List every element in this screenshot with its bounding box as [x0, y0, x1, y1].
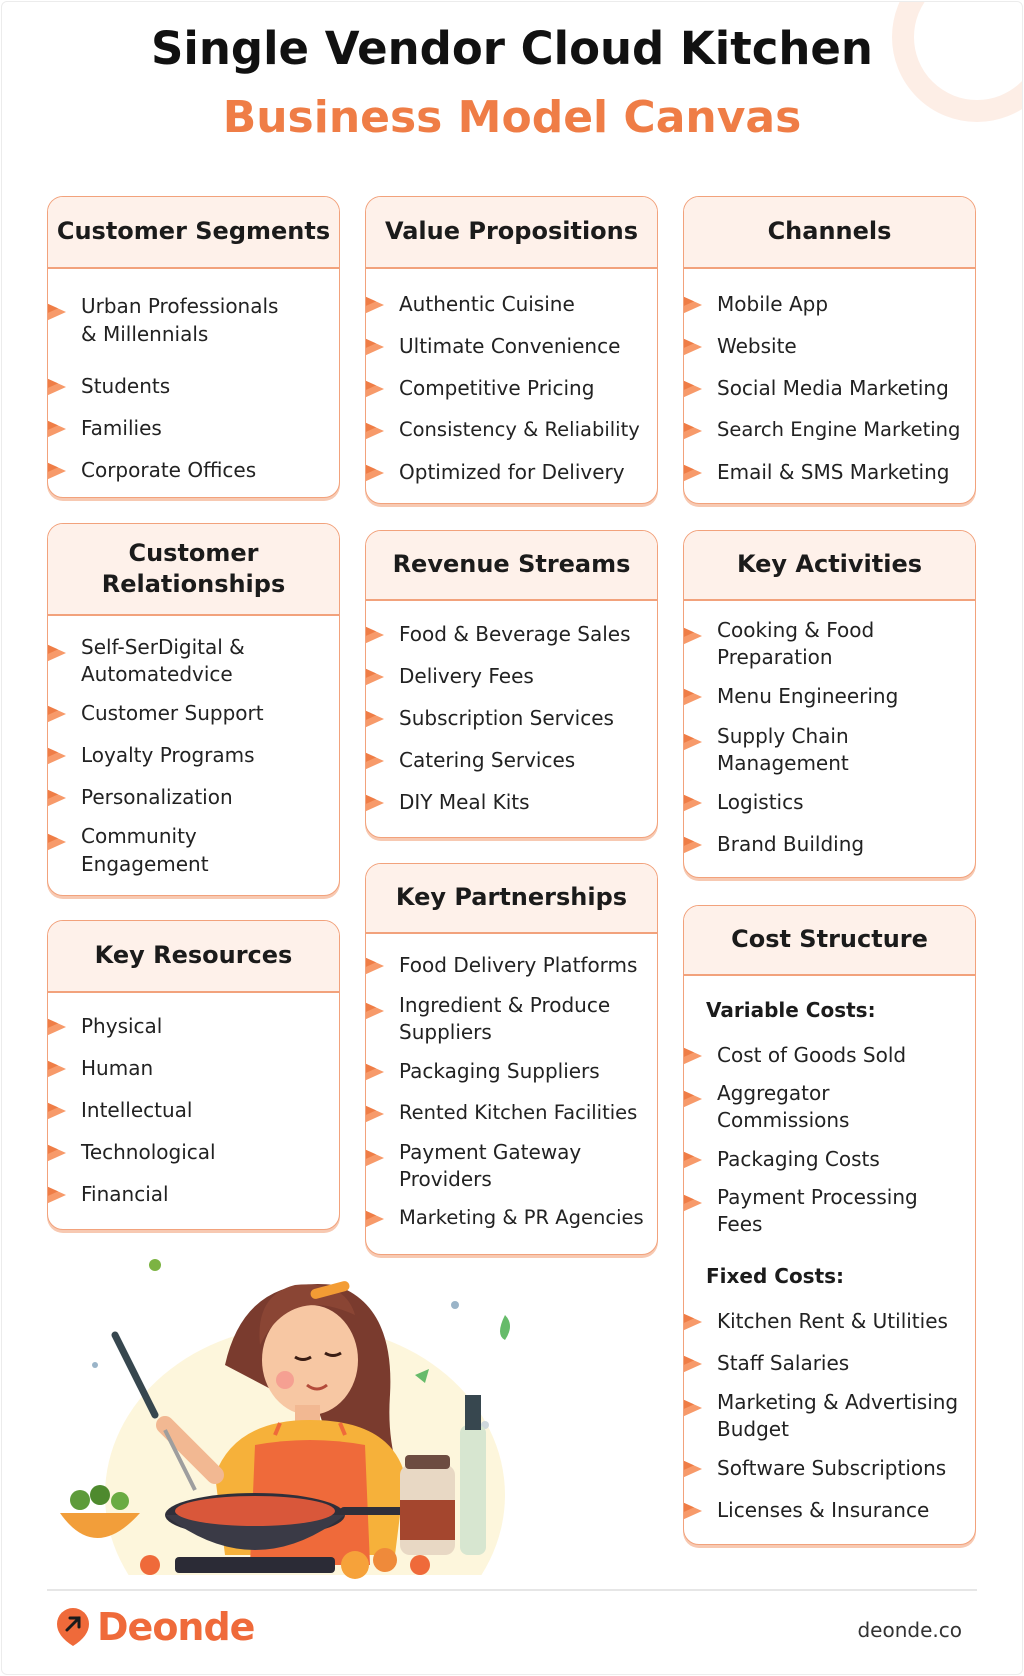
- triangle-bullet-icon: [683, 380, 704, 398]
- triangle-bullet-icon: [683, 836, 704, 854]
- triangle-bullet-icon: [365, 1063, 386, 1081]
- triangle-bullet-icon: [683, 296, 704, 314]
- triangle-bullet-icon: [365, 380, 386, 398]
- footer-divider: [47, 1589, 977, 1591]
- deonde-logo-icon: [55, 1606, 91, 1648]
- triangle-bullet-icon: [683, 1090, 704, 1108]
- triangle-bullet-icon: [47, 1144, 68, 1162]
- triangle-bullet-icon: [365, 464, 386, 482]
- triangle-bullet-icon: [683, 1047, 704, 1065]
- card-title: Cost Structure: [684, 906, 975, 976]
- triangle-bullet-icon: [683, 1355, 704, 1373]
- key-activities-card: Key Activities Cooking & Food Preparation Menu Engineering Supply Chain Management Logistics Brand Building: [683, 530, 976, 878]
- triangle-bullet-icon: [47, 1186, 68, 1204]
- triangle-bullet-icon: [47, 303, 68, 321]
- triangle-bullet-icon: [683, 1313, 704, 1331]
- triangle-bullet-icon: [365, 794, 386, 812]
- value-propositions-card: Value Propositions Authentic Cuisine Ultimate Convenience Competitive Pricing Consistency & Reliability Optimized for Delivery: [365, 196, 658, 504]
- variable-costs-label: Variable Costs:: [706, 998, 876, 1022]
- triangle-bullet-icon: [47, 1018, 68, 1036]
- page-title: Single Vendor Cloud Kitchen: [151, 22, 873, 75]
- card-title: Channels: [684, 197, 975, 269]
- card-title: Value Propositions: [366, 197, 657, 269]
- card-title: Customer Relationships: [48, 524, 339, 616]
- triangle-bullet-icon: [683, 1194, 704, 1212]
- chef-illustration: [55, 1245, 555, 1585]
- page-subtitle: Business Model Canvas: [222, 92, 802, 143]
- brand-logo[interactable]: [55, 1605, 254, 1649]
- triangle-bullet-icon: [47, 378, 68, 396]
- card-title: Customer Segments: [48, 197, 339, 269]
- triangle-bullet-icon: [683, 338, 704, 356]
- triangle-bullet-icon: [683, 1502, 704, 1520]
- card-title: Revenue Streams: [366, 531, 657, 601]
- triangle-bullet-icon: [47, 462, 68, 480]
- triangle-bullet-icon: [47, 705, 68, 723]
- triangle-bullet-icon: [365, 1149, 386, 1167]
- customer-relationships-card: Customer Relationships Self-SerDigital & Automatedvice Customer Support Loyalty Programs Personalization Community Engagement: [47, 523, 340, 896]
- card-title: Key Partnerships: [366, 864, 657, 934]
- triangle-bullet-icon: [365, 668, 386, 686]
- triangle-bullet-icon: [683, 794, 704, 812]
- key-partnerships-card: Key Partnerships Food Delivery Platforms Ingredient & Produce Suppliers Packaging Suppliers Rented Kitchen Facilities Payment Gateway Providers Marketing & PR Agencies: [365, 863, 658, 1255]
- triangle-bullet-icon: [365, 296, 386, 314]
- triangle-bullet-icon: [683, 422, 704, 440]
- triangle-bullet-icon: [47, 1060, 68, 1078]
- triangle-bullet-icon: [683, 1151, 704, 1169]
- triangle-bullet-icon: [683, 464, 704, 482]
- triangle-bullet-icon: [47, 833, 68, 851]
- key-resources-card: Key Resources Physical Human Intellectual Technological Financial: [47, 920, 340, 1230]
- triangle-bullet-icon: [683, 688, 704, 706]
- triangle-bullet-icon: [365, 1210, 386, 1228]
- revenue-streams-card: Revenue Streams Food & Beverage Sales Delivery Fees Subscription Services Catering Services DIY Meal Kits: [365, 530, 658, 838]
- card-title: Key Activities: [684, 531, 975, 601]
- triangle-bullet-icon: [683, 1460, 704, 1478]
- triangle-bullet-icon: [365, 710, 386, 728]
- customer-segments-card: Customer Segments Urban Professionals & Millennials Students Families Corporate Offices: [47, 196, 340, 498]
- triangle-bullet-icon: [365, 1105, 386, 1123]
- website-link[interactable]: deonde.co: [857, 1618, 962, 1642]
- leaf-icon: [149, 1259, 161, 1271]
- triangle-bullet-icon: [47, 789, 68, 807]
- fixed-costs-label: Fixed Costs:: [706, 1264, 845, 1288]
- triangle-bullet-icon: [365, 626, 386, 644]
- triangle-bullet-icon: [365, 957, 386, 975]
- channels-card: Channels Mobile App Website Social Media Marketing Search Engine Marketing Email & SMS Marketing: [683, 196, 976, 504]
- triangle-bullet-icon: [683, 733, 704, 751]
- cost-structure-card: Cost Structure Variable Costs: Cost of Goods Sold Aggregator Commissions Packaging Costs Payment Processing Fees Fixed Costs: Kitchen Rent & Utilities Staff Salaries Marketing & Advertising Budget Software Subscriptions Licenses & Insurance: [683, 905, 976, 1545]
- triangle-bullet-icon: [683, 627, 704, 645]
- card-title: Key Resources: [48, 921, 339, 993]
- triangle-bullet-icon: [365, 752, 386, 770]
- triangle-bullet-icon: [365, 422, 386, 440]
- triangle-bullet-icon: [47, 747, 68, 765]
- brand-name: Deonde: [97, 1605, 255, 1649]
- triangle-bullet-icon: [365, 338, 386, 356]
- triangle-bullet-icon: [47, 644, 68, 662]
- triangle-bullet-icon: [365, 1002, 386, 1020]
- triangle-bullet-icon: [47, 420, 68, 438]
- triangle-bullet-icon: [47, 1102, 68, 1120]
- triangle-bullet-icon: [683, 1399, 704, 1417]
